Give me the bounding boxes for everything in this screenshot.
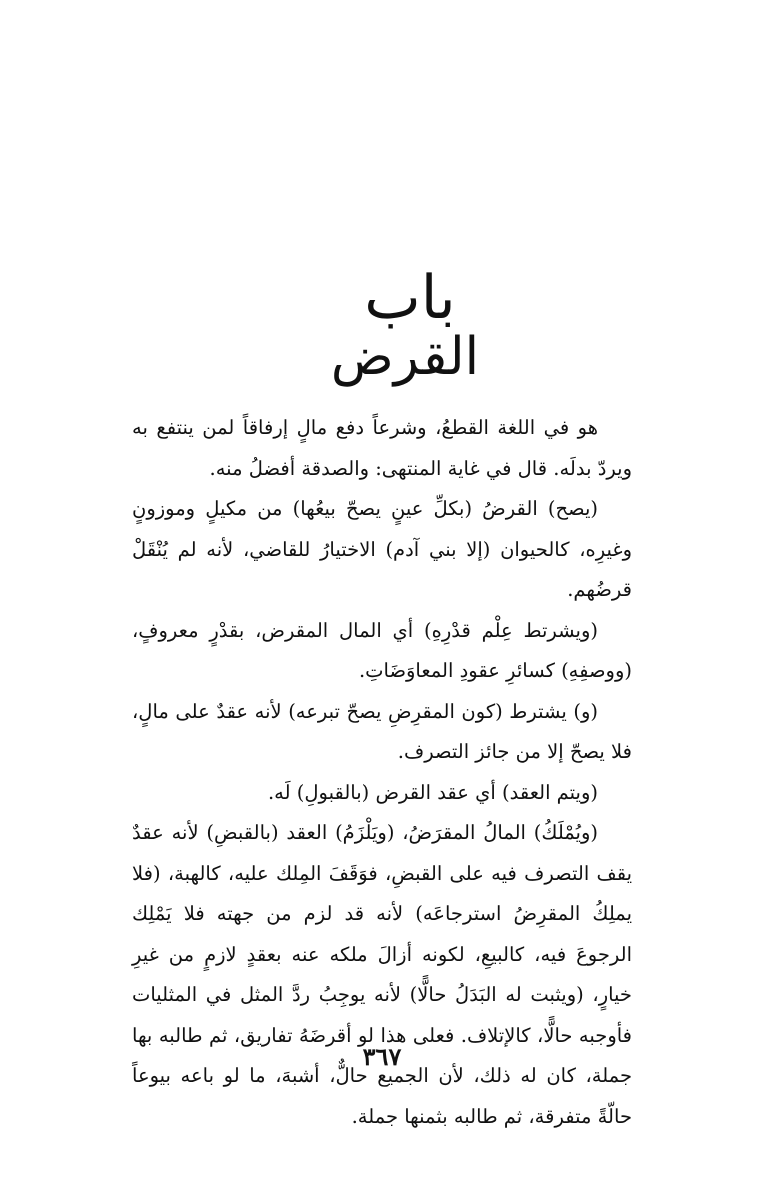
paragraph-lender-condition: (و) يشترط (كون المقرِضِ يصحّ تبرعه) لأنه عقدٌ على مالٍ، فلا يصحّ إلا من جائز التصرف.	[132, 699, 632, 763]
paragraph-definition: هو في اللغة القطعُ، وشرعاً دفع مالٍ إرفاقاً لمن ينتفع به ويردّ بدلَه. قال في غاية المنتهى: والصدقة أفضلُ منه.	[132, 416, 632, 480]
paragraph-knowledge-condition: (ويشرتط عِلْم قدْرِهِ) أي المال المقرض، بقدْرٍ معروفٍ، (ووصفِهِ) كسائرِ عقودِ المعاوَضَاتِ.	[132, 618, 632, 682]
page-number: ٣٦٧	[362, 1042, 402, 1071]
paragraph-ownership: (ويُمْلَكُ) المالُ المقرَضُ، (ويَلْزَمُ) العقد (بالقبضِ) لأنه عقدٌ يقف التصرف فيه على القبضِ، فوَقَفَ المِلك عليه، كالهبة، (فلا يملِكُ المقرِضُ استرجاعَه) لأنه قد لزم من جهته فلا يَمْلِك الرجوعَ فيه، كالبيعِ، لكونه أزالَ ملكه عنه بعقدٍ لازمٍ من غيرِ خيارٍ، (ويثبت له البَدَلُ حالًّا) لأنه يوجِبُ ردَّ المثل في المثليات فأوجبه حالًّا، كالإتلاف. فعلى هذا لو أقرضَهُ تفاريق، ثم طالبه بها جملة، كان له ذلك، لأن الجميع حالٌّ، أشبهَ، ما لو باعه بيوعاً حالّةً متفرقة، ثم طالبه بثمنها جملة.	[132, 821, 632, 1128]
paragraph-valid-loan: (يصح) القرضُ (بكلِّ عينٍ يصحّ بيعُها) من مكيلٍ وموزونٍ وغيرِه، كالحيوان (إلا بني آدم) الاختيارُ للقاضي، لأنه لم يُنْقَلْ قرضُهم.	[132, 497, 632, 601]
chapter-heading-title: القرض	[330, 327, 480, 387]
body-text	[132, 408, 632, 1137]
paragraph-contract-acceptance: (ويتم العقد) أي عقد القرض (بالقبولِ) لَه.	[267, 780, 598, 804]
chapter-heading-bab: باب	[364, 263, 456, 333]
